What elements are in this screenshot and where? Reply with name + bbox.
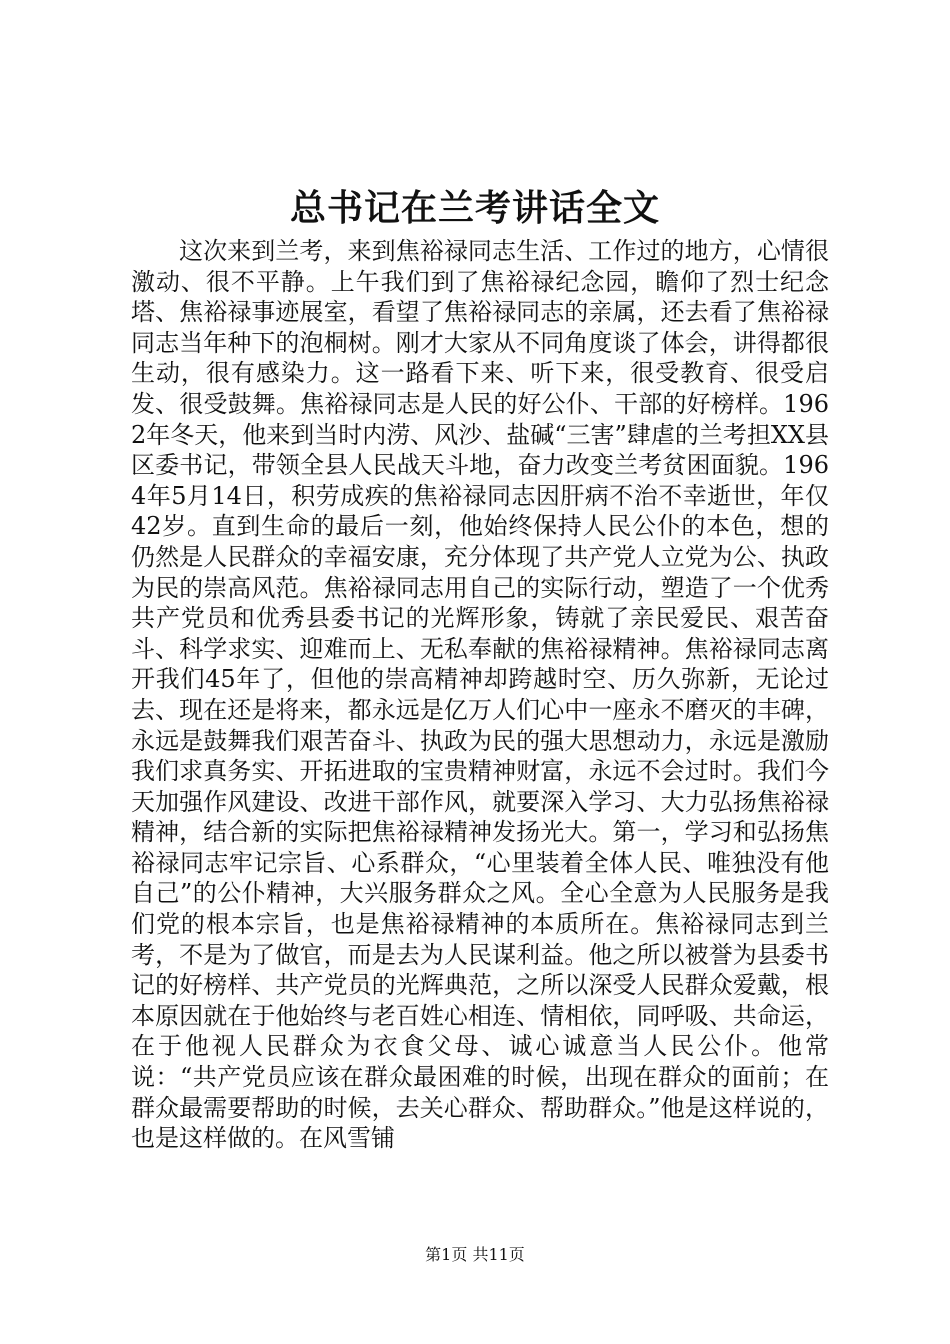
body-paragraph: 这次来到兰考，来到焦裕禄同志生活、工作过的地方，心情很激动、很不平静。上午我们到了焦裕禄纪念园，瞻仰了烈士纪念塔、焦裕禄事迹展室，看望了焦裕禄同志的亲属，还去看了焦裕禄同志当年种下的泡桐树。刚才大家从不同角度谈了体会，讲得都很生动，很有感染力。这一路看下来、听下来，很受教育、很受启发、很受鼓舞。焦裕禄同志是人民的好公仆、干部的好榜样。1962年冬天，他来到当时内涝、风沙、盐碱“三害”肆虐的兰考担XX县区委书记，带领全县人民战天斗地，奋力改变兰考贫困面貌。1964年5月14日，积劳成疾的焦裕禄同志因肝病不治不幸逝世，年仅42岁。直到生命的最后一刻，他始终保持人民公仆的本色，想的仍然是人民群众的幸福安康，充分体现了共产党人立党为公、执政为民的崇高风范。焦裕禄同志用自己的实际行动，塑造了一个优秀共产党员和优秀县委书记的光辉形象，铸就了亲民爱民、艰苦奋斗、科学求实、迎难而上、无私奉献的焦裕禄精神。焦裕禄同志离开我们45年了，但他的崇高精神却跨越时空、历久弥新，无论过去、现在还是将来，都永远是亿万人们心中一座永不磨灭的丰碑，永远是鼓舞我们艰苦奋斗、执政为民的强大思想动力，永远是激励我们求真务实、开拓进取的宝贵精神财富，永远不会过时。我们今天加强作风建设、改进干部作风，就要深入学习、大力弘扬焦裕禄精神，结合新的实际把焦裕禄精神发扬光大。第一，学习和弘扬焦裕禄同志牢记宗旨、心系群众，“心里装着全体人民、唯独没有他自己”的公仆精神，大兴服务群众之风。全心全意为人民服务是我们党的根本宗旨，也是焦裕禄精神的本质所在。焦裕禄同志到兰考，不是为了做官，而是去为人民谋利益。他之所以被誉为县委书记的好榜样、共产党员的光辉典范，之所以深受人民群众爱戴，根本原因就在于他始终与老百姓心相连、情相依，同呼吸、共命运，在于他视人民群众为衣食父母、诚心诚意当人民公仆。他常说：“共产党员应该在群众最困难的时候，出现在群众的面前；在群众最需要帮助的时候，去关心群众、帮助群众。”他是这样说的，也是这样做的。在风雪铺 — [131, 237, 829, 1153]
document-title: 总书记在兰考讲话全文 — [289, 187, 660, 229]
page-footer: 第1页 共11页 — [425, 1245, 525, 1264]
